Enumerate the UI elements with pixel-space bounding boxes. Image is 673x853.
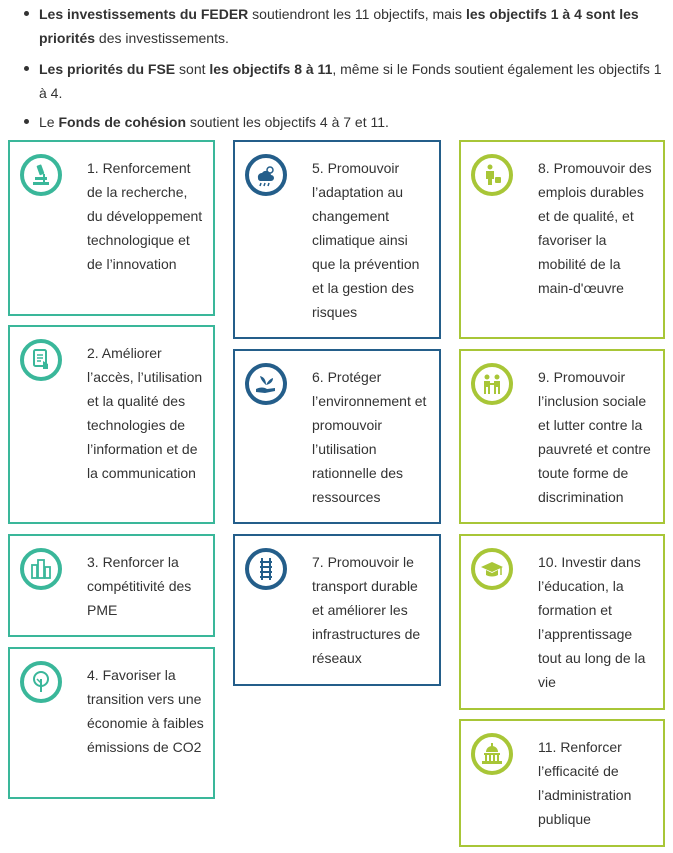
hand-plant-icon (245, 363, 287, 405)
intro-feder-end: des investissements. (95, 30, 229, 46)
intro-cohesion-start: Le (39, 114, 59, 130)
intro-cohesion-end: soutient les objectifs 4 à 7 et 11. (186, 114, 389, 130)
intro-fse-strong: Les priorités du FSE (39, 61, 176, 77)
intro-feder-strong: Les investissements du FEDER (39, 6, 249, 22)
objective-text-5: 5. Promouvoir l’adaptation au changement climatique ainsi que la prévention et la gestion des risques (312, 160, 420, 320)
intro-fse-objectives: les objectifs 8 à 11 (209, 61, 333, 77)
intro-feder-text: soutiendront les 11 objectifs, mais (248, 6, 466, 22)
buildings-icon (20, 548, 62, 590)
intro-bullet-cohesion (39, 110, 669, 134)
objective-text-2: 2. Améliorer l’accès, l’utilisation et la qualité des technologies de l’information et de la communication (87, 345, 203, 481)
objective-text-1: 1. Renforcement de la recherche, du développement technologique et de l’innovation (87, 160, 203, 272)
objective-text-7: 7. Promouvoir le transport durable et améliorer les infrastructures de réseaux (312, 554, 421, 666)
cloud-rain-sun-icon (245, 154, 287, 196)
objective-text-4: 4. Favoriser la transition vers une économie à faibles émissions de CO2 (87, 667, 204, 755)
objective-text-8: 8. Promouvoir des emplois durables et de qualité, et favoriser la mobilité de la main-d'œuvre (538, 160, 652, 296)
objective-text-6: 6. Protéger l’environnement et promouvoir l’utilisation rationnelle des ressources (312, 369, 427, 505)
objective-text-3: 3. Renforcer la compétitivité des PME (87, 554, 192, 618)
two-people-icon (471, 363, 513, 405)
objective-card-9 (459, 349, 665, 524)
objective-text-11: 11. Renforcer l’efficacité de l’administration publique (538, 739, 632, 827)
objective-card-4 (8, 647, 215, 799)
intro-fse-text: sont (175, 61, 210, 77)
objective-card-5 (233, 140, 441, 339)
objective-card-3 (8, 534, 215, 637)
intro-cohesion-strong: Fonds de cohésion (58, 114, 187, 130)
graduation-cap-icon (471, 548, 513, 590)
microscope-icon (20, 154, 62, 196)
objective-card-1 (8, 140, 215, 316)
objective-card-8 (459, 140, 665, 339)
objective-text-9: 9. Promouvoir l’inclusion sociale et lutter contre la pauvreté et contre toute forme de discrimination (538, 369, 651, 505)
worker-suitcase-icon (471, 154, 513, 196)
railway-icon (245, 548, 287, 590)
intro-feder-priorities: les objectifs 1 à 4 sont les priorités (39, 6, 639, 46)
objective-card-7 (233, 534, 441, 686)
objective-text-10: 10. Investir dans l’éducation, la formation et l’apprentissage tout au long de la vie (538, 554, 646, 690)
capitol-building-icon (471, 733, 513, 775)
objective-card-2 (8, 325, 215, 524)
tree-icon (20, 661, 62, 703)
intro-bullet-feder (39, 2, 669, 50)
objective-card-11 (459, 719, 665, 847)
objective-card-6 (233, 349, 441, 524)
tablet-touch-icon (20, 339, 62, 381)
intro-bullet-fse (39, 57, 669, 105)
objective-card-10 (459, 534, 665, 710)
intro-fse-end: , même si le Fonds soutient également les objectifs 1 à 4. (39, 61, 662, 101)
